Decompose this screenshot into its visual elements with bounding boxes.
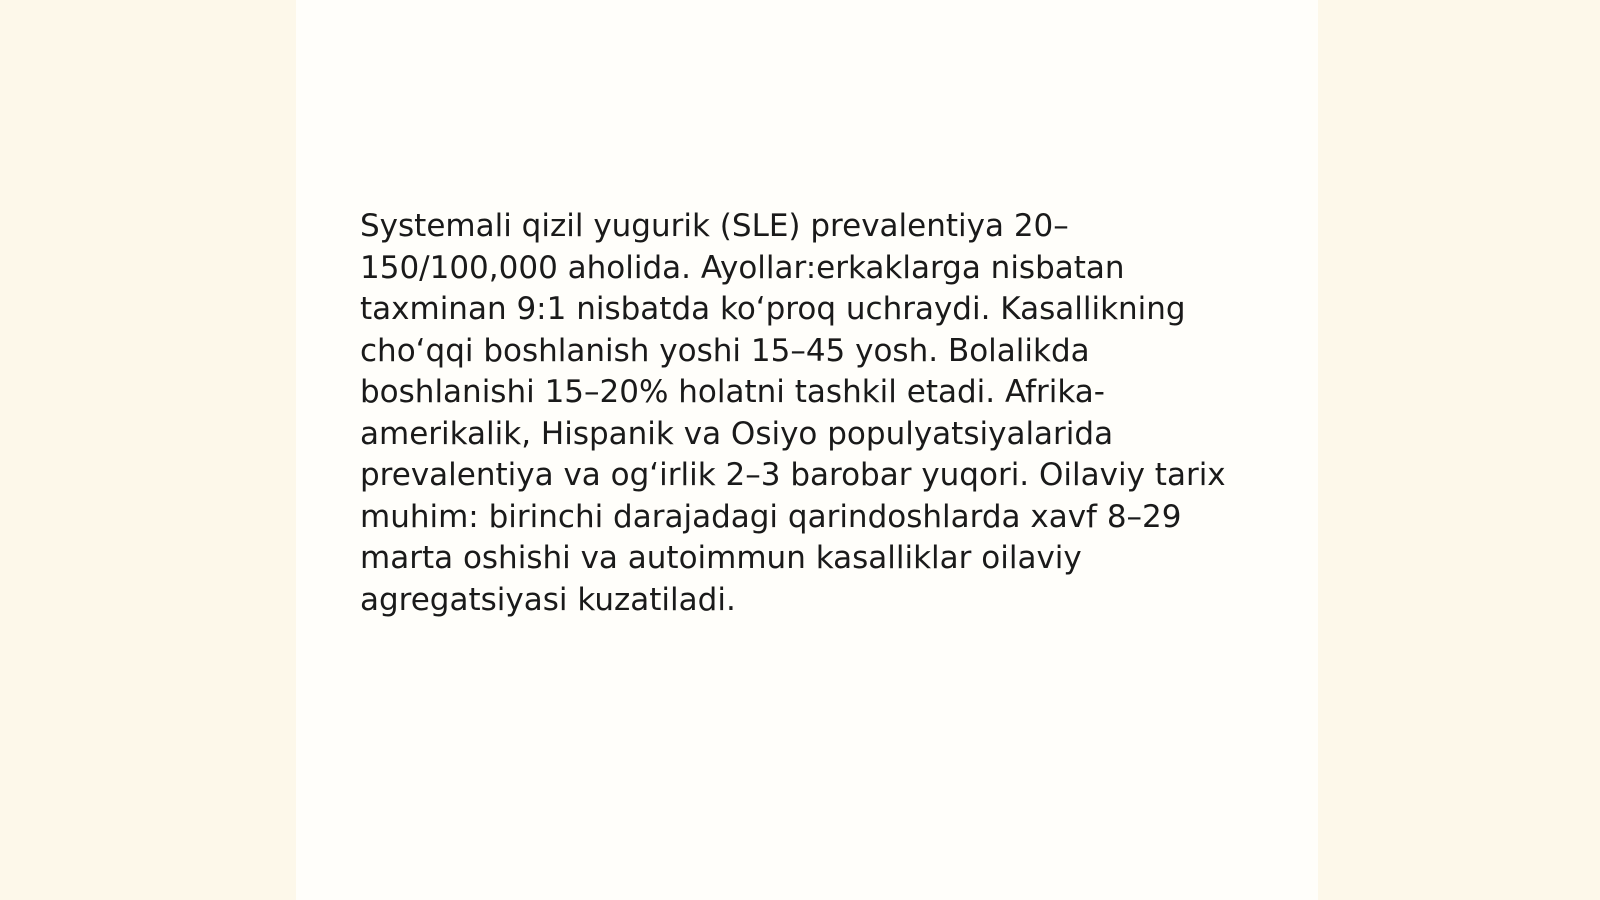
document-page: [296, 0, 1318, 900]
body-paragraph: Systemali qizil yugurik (SLE) prevalentiya 20–150/100,000 aholida. Ayollar:erkaklarga nisbatan taxminan 9:1 nisbatda koʻproq uchraydi. Kasallikning choʻqqi boshlanish yoshi 15–45 yosh. Bolalikda boshlanishi 15–20% holatni tashkil etadi. Afrika-amerikalik, Hispanik va Osiyo populyatsiyalarida prevalentiya va ogʻirlik 2–3 barobar yuqori. Oilaviy tarix muhim: birinchi darajadagi qarindoshlarda xavf 8–29 marta oshishi va autoimmun kasalliklar oilaviy agregatsiyasi kuzatiladi.: [360, 208, 1226, 618]
